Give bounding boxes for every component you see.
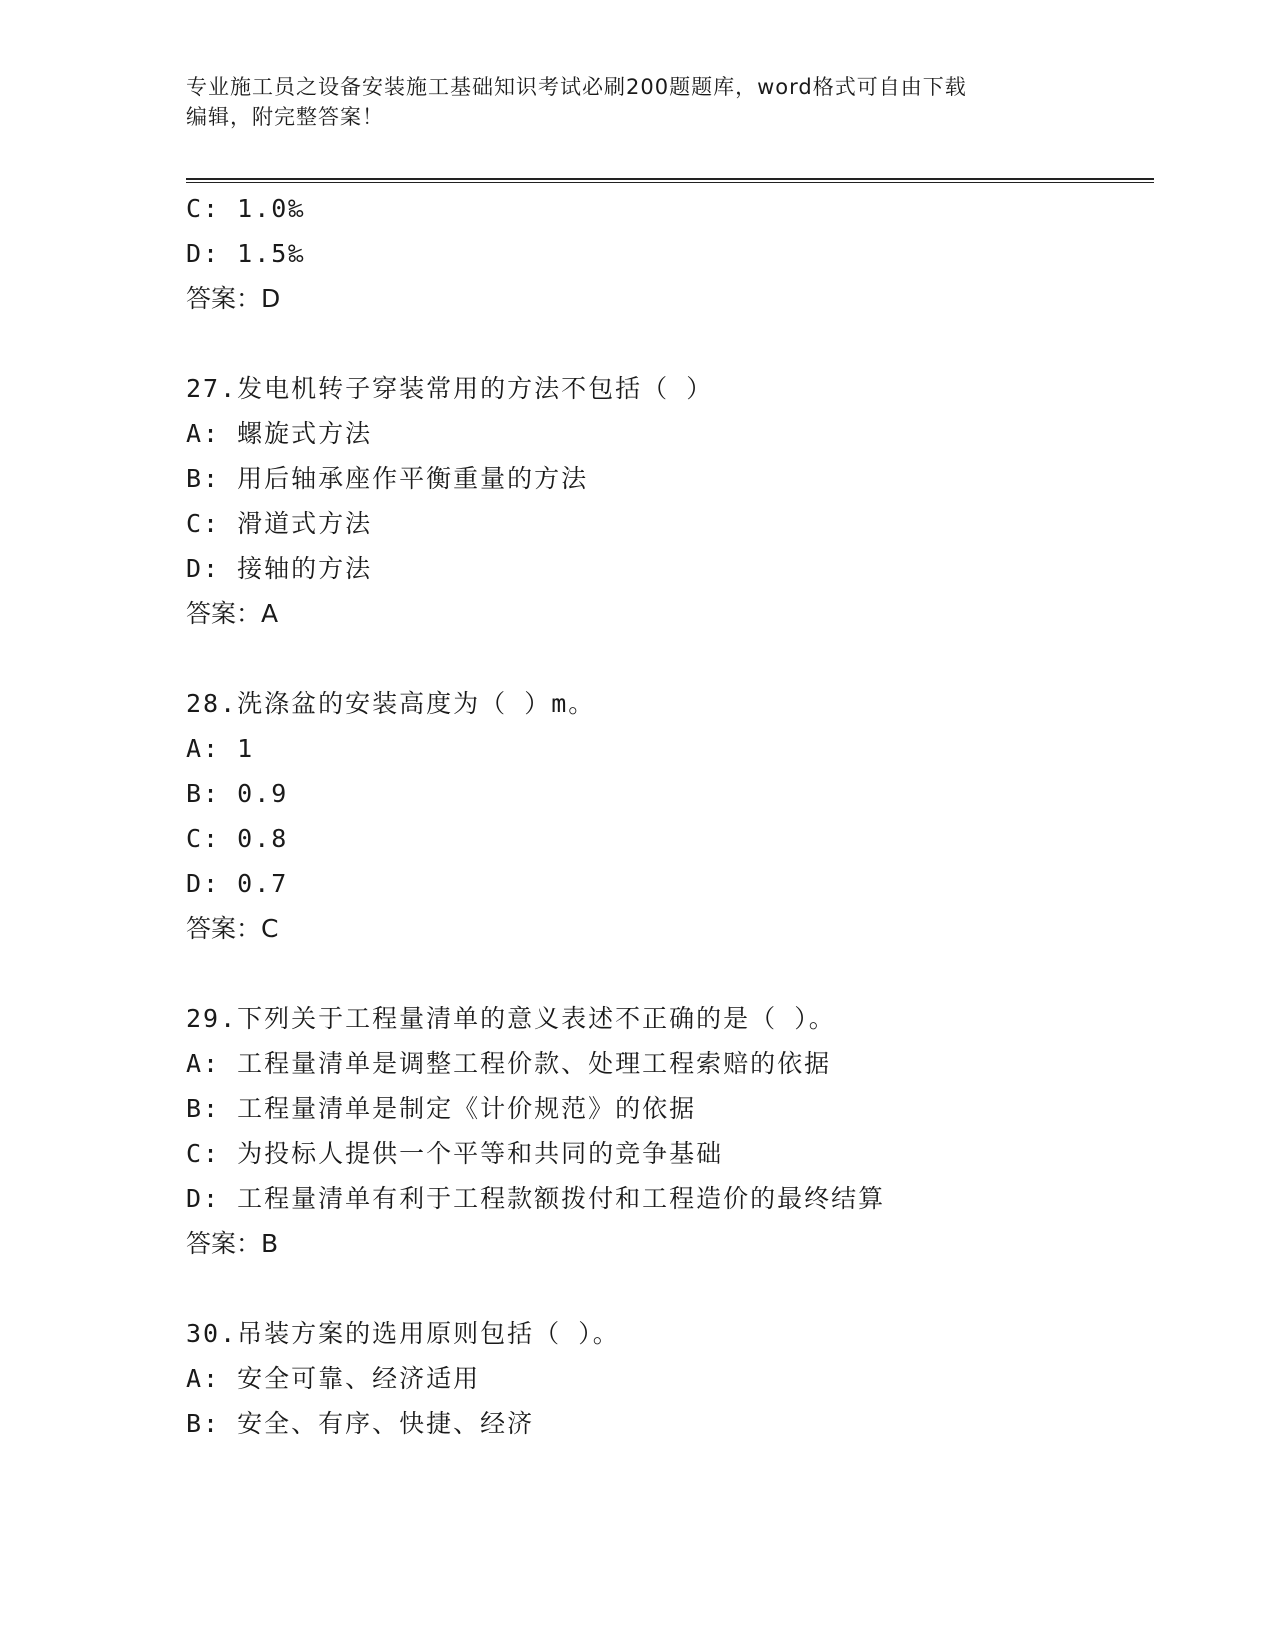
q26-answer: 答案：D xyxy=(186,284,281,313)
q29-question: 29.下列关于工程量清单的意义表述不正确的是（ ）。 xyxy=(186,1004,836,1033)
header-line-2: 编辑，附完整答案！ xyxy=(186,105,384,129)
q27-option-a: A: 螺旋式方法 xyxy=(186,419,373,448)
header-divider-thin xyxy=(186,182,1154,183)
q26-option-c: C: 1.0‰ xyxy=(186,194,306,223)
q29-option-d: D: 工程量清单有利于工程款额拨付和工程造价的最终结算 xyxy=(186,1184,886,1213)
header-line-1: 专业施工员之设备安装施工基础知识考试必刷200题题库，word格式可自由下载 xyxy=(186,75,967,99)
document-header xyxy=(186,72,1086,132)
q30-option-b: B: 安全、有序、快捷、经济 xyxy=(186,1409,535,1438)
q28-question: 28.洗涤盆的安装高度为（ ）m。 xyxy=(186,689,596,718)
q27-option-b: B: 用后轴承座作平衡重量的方法 xyxy=(186,464,589,493)
q28-option-c: C: 0.8 xyxy=(186,824,289,853)
q26-option-d: D: 1.5‰ xyxy=(186,239,306,268)
q27-answer: 答案：A xyxy=(186,599,279,628)
q27-option-d: D: 接轴的方法 xyxy=(186,554,373,583)
q30-option-a: A: 安全可靠、经济适用 xyxy=(186,1364,481,1393)
q28-option-d: D: 0.7 xyxy=(186,869,289,898)
q29-option-c: C: 为投标人提供一个平等和共同的竞争基础 xyxy=(186,1139,724,1168)
q29-option-b: B: 工程量清单是制定《计价规范》的依据 xyxy=(186,1094,697,1123)
q29-answer: 答案：B xyxy=(186,1229,279,1258)
q27-question: 27.发电机转子穿装常用的方法不包括（ ） xyxy=(186,374,714,403)
q27-option-c: C: 滑道式方法 xyxy=(186,509,373,538)
q28-option-a: A: 1 xyxy=(186,734,255,763)
header-divider-thick xyxy=(186,178,1154,180)
q28-option-b: B: 0.9 xyxy=(186,779,289,808)
q29-option-a: A: 工程量清单是调整工程价款、处理工程索赔的依据 xyxy=(186,1049,832,1078)
q28-answer: 答案：C xyxy=(186,914,279,943)
q30-question: 30.吊装方案的选用原则包括（ ）。 xyxy=(186,1319,620,1348)
